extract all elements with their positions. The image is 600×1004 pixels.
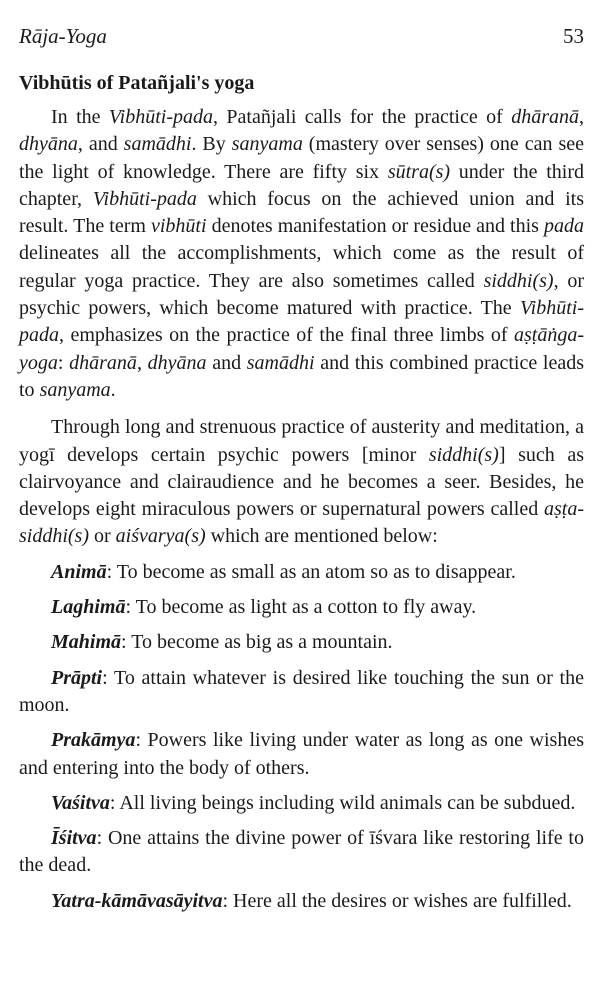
siddhi-item: Īśitva: One attains the divine power of īśvara like restoring life to the dead. bbox=[19, 827, 584, 877]
siddhi-item: Animā: To become as small as an atom so as to disappear. bbox=[51, 560, 516, 583]
siddhi-term: Vaśitva bbox=[51, 791, 110, 814]
running-head bbox=[19, 22, 584, 50]
siddhi-term: Animā bbox=[51, 560, 107, 583]
siddhi-item: Yatra-kāmāvasāyitva: Here all the desires or wishes are fulfilled. bbox=[51, 889, 572, 912]
siddhi-term: Prāpti bbox=[51, 666, 103, 689]
siddhi-item: Prāpti: To attain whatever is desired like touching the sun or the moon. bbox=[19, 666, 584, 716]
siddhi-item: Mahimā: To become as big as a mountain. bbox=[51, 631, 393, 654]
page-number: 53 bbox=[563, 24, 584, 48]
siddhi-term: Prakāmya bbox=[51, 729, 136, 752]
running-title: Rāja-Yoga bbox=[19, 24, 107, 48]
paragraph-psychic-powers: Through long and strenuous practice of austerity and meditation, a yogī develops certain psychic powers [minor siddhi(s)] such as clairvoyance and clairaudience and he becomes a seer. Besides, he develops eight miraculous powers or supernatural powers called aṣṭa-siddhi(s) or aiśvarya(s) which are mentioned below: bbox=[19, 416, 584, 548]
siddhi-term: Mahimā bbox=[51, 631, 122, 654]
siddhi-item: Laghimā: To become as light as a cotton to fly away. bbox=[51, 596, 477, 619]
siddhi-term: Īśitva bbox=[51, 827, 97, 850]
siddhi-item: Prakāmya: Powers like living under water as long as one wishes and entering into the body of others. bbox=[19, 729, 584, 779]
paragraph-vibhuti-pada: In the Vibhūti-pada, Patañjali calls for the practice of dhāranā, dhyāna, and samādhi. By sanyama (mastery over senses) one can see the light of knowledge. There are fifty six sūtra(s) under the third chapter, Vibhūti-pada which focus on the achieved union and its result. The term vibhūti denotes manifestation or residue and this pada delineates all the accomplishments, which come as the result of regular yoga practice. They are also sometimes called siddhi(s), or psychic powers, which become matured with practice. The Vibhūti-pada, emphasizes on the practice of the final three limbs of aṣṭāṅga-yoga: dhāranā, dhyāna and samādhi and this combined practice leads to sanyama. bbox=[19, 106, 584, 401]
siddhi-item: Vaśitva: All living beings including wild animals can be subdued. bbox=[51, 791, 576, 814]
section-heading: Vibhūtis of Patañjali's yoga bbox=[19, 72, 255, 94]
siddhi-term: Yatra-kāmāvasāyitva bbox=[51, 889, 223, 912]
siddhi-term: Laghimā bbox=[51, 596, 126, 619]
